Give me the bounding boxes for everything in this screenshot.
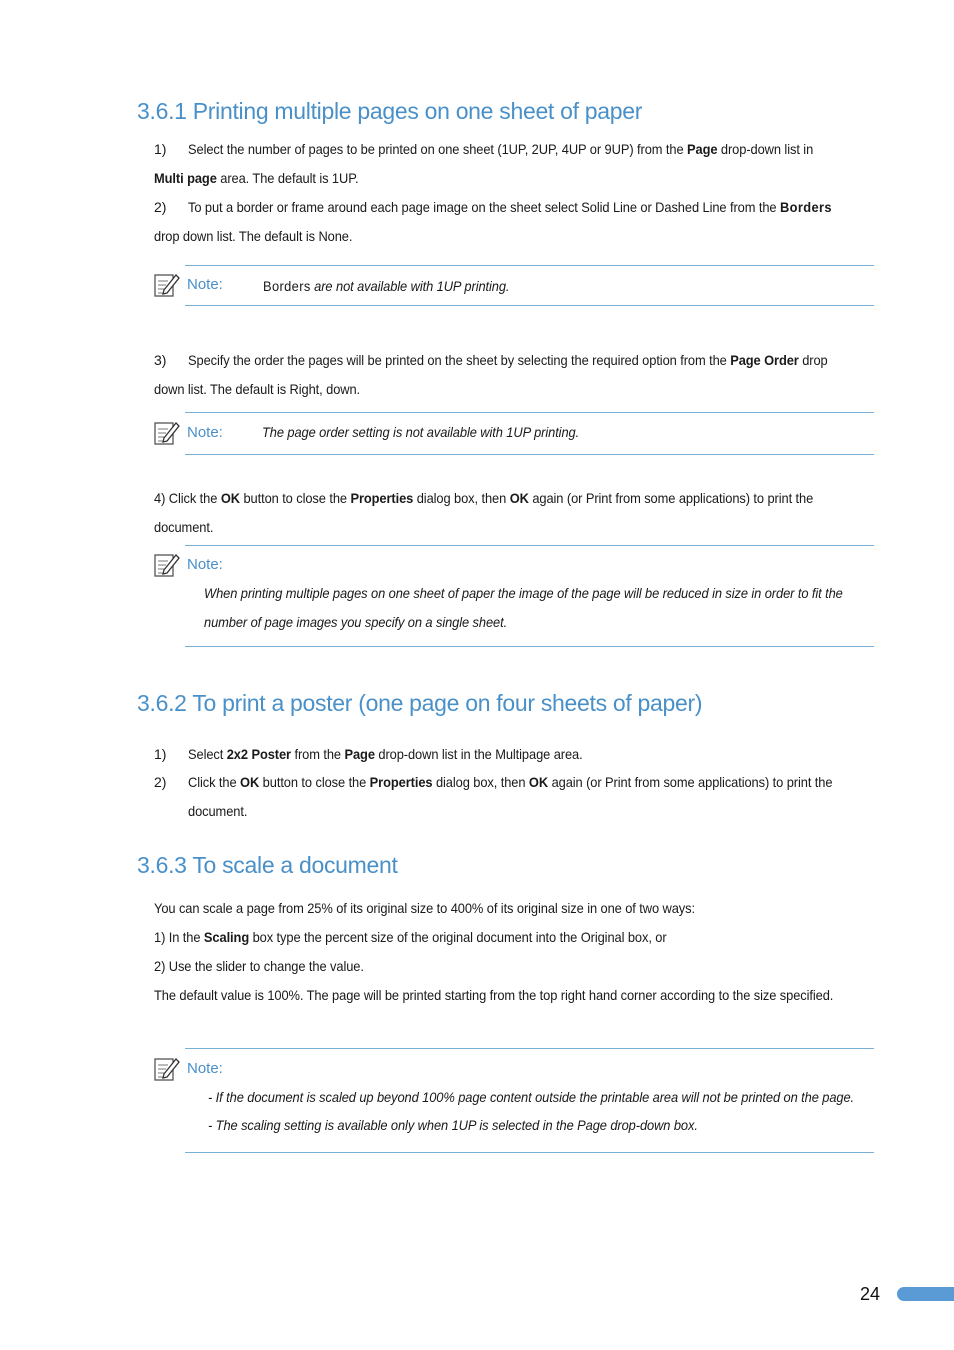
note-label: Note: xyxy=(187,556,223,573)
note-pencil-icon xyxy=(154,420,180,446)
text: drop xyxy=(798,352,828,368)
list-number: 1) xyxy=(154,141,167,157)
note-pencil-icon xyxy=(154,272,180,298)
text: button to close the xyxy=(239,490,351,506)
section-heading-3-6-1: 3.6.1 Printing multiple pages on one sheet of paper xyxy=(137,98,643,124)
text: button to close the xyxy=(259,774,370,790)
text: dialog box, then xyxy=(432,774,529,790)
bold-term: Properties xyxy=(369,774,433,790)
list-item-text: drop down list. The default is None. xyxy=(154,228,353,244)
section-heading-3-6-3: 3.6.3 To scale a document xyxy=(137,852,398,878)
note-label: Note: xyxy=(187,1060,223,1077)
text: Click the xyxy=(188,774,241,790)
bold-term: Page xyxy=(344,746,375,762)
note-rule-bottom xyxy=(185,305,874,306)
bold-term: Scaling xyxy=(203,929,250,945)
paragraph xyxy=(154,929,667,945)
list-item-text xyxy=(188,141,813,157)
note-text: The page order setting is not available with 1UP printing. xyxy=(262,424,580,440)
page-number: 24 xyxy=(860,1284,881,1304)
note-text: - The scaling setting is available only when 1UP is selected in the Page drop-down box. xyxy=(208,1117,698,1133)
list-number: 1) xyxy=(154,746,167,762)
note-rule-top xyxy=(185,1048,874,1049)
bold-term: OK xyxy=(528,774,549,790)
text: Select the number of pages to be printed on one sheet (1UP, 2UP, 4UP or 9UP) from the xyxy=(188,141,688,157)
bold-term: Borders xyxy=(779,199,832,215)
list-number: 2) xyxy=(154,774,167,790)
term: Borders xyxy=(263,278,311,294)
note-text xyxy=(263,278,509,294)
bold-term: OK xyxy=(509,490,529,506)
list-item-text xyxy=(188,199,832,215)
note-text: When printing multiple pages on one sheet of paper the image of the page will be reduced in size in order to fit the xyxy=(204,585,843,601)
bold-term: Multi page xyxy=(154,170,217,186)
paragraph: You can scale a page from 25% of its original size to 400% of its original size in one of two ways: xyxy=(154,900,695,916)
text: Select xyxy=(188,746,227,762)
note-label: Note: xyxy=(187,276,223,293)
note-rule-top xyxy=(185,412,874,413)
bold-term: OK xyxy=(220,490,240,506)
list-item-text: document. xyxy=(188,803,248,819)
section-heading-3-6-2: 3.6.2 To print a poster (one page on four sheets of paper) xyxy=(137,690,703,716)
text: area. The default is 1UP. xyxy=(216,170,359,186)
note-text: - If the document is scaled up beyond 100% page content outside the printable area will not be printed on the page. xyxy=(208,1089,855,1105)
note-rule-bottom xyxy=(185,1152,874,1153)
note-rule-bottom xyxy=(185,454,874,455)
text: 4) Click the xyxy=(154,490,221,506)
paragraph: The default value is 100%. The page will be printed starting from the top right hand corner according to the size specified. xyxy=(154,987,834,1003)
list-item-text xyxy=(188,352,828,368)
bold-term: Page Order xyxy=(730,352,799,368)
paragraph xyxy=(154,490,813,506)
note-pencil-icon xyxy=(154,552,180,578)
paragraph: 2) Use the slider to change the value. xyxy=(154,958,364,974)
text: 1) In the xyxy=(154,929,204,945)
list-item-text xyxy=(154,170,359,186)
text: Specify the order the pages will be printed on the sheet by selecting the required option from the xyxy=(188,352,731,368)
note-text: number of page images you specify on a single sheet. xyxy=(204,614,508,630)
list-item-text: down list. The default is Right, down. xyxy=(154,381,361,397)
bold-term: 2x2 Poster xyxy=(226,746,291,762)
bold-term: Page xyxy=(687,141,718,157)
note-rule-top xyxy=(185,545,874,546)
text: from the xyxy=(290,746,345,762)
text: drop-down list in the Multipage area. xyxy=(374,746,583,762)
page-number-tab xyxy=(897,1287,954,1301)
paragraph: document. xyxy=(154,519,214,535)
list-number: 2) xyxy=(154,199,167,215)
text: again (or Print from some applications) to print the xyxy=(528,490,814,506)
note-rule-top xyxy=(185,265,874,266)
note-label: Note: xyxy=(187,424,223,441)
text: To put a border or frame around each page image on the sheet select Solid Line or Dashed Line from the xyxy=(188,199,780,215)
list-item-text xyxy=(188,746,583,762)
bold-term: Properties xyxy=(350,490,414,506)
note-rule-bottom xyxy=(185,646,874,647)
text: are not available with 1UP printing. xyxy=(310,278,510,294)
text: box type the percent size of the original document into the Original box, or xyxy=(249,929,667,945)
text: drop-down list in xyxy=(717,141,814,157)
list-item-text xyxy=(188,774,832,790)
text: dialog box, then xyxy=(413,490,510,506)
bold-term: OK xyxy=(240,774,260,790)
list-number: 3) xyxy=(154,352,167,368)
note-pencil-icon xyxy=(154,1056,180,1082)
text: again (or Print from some applications) to print the xyxy=(548,774,833,790)
